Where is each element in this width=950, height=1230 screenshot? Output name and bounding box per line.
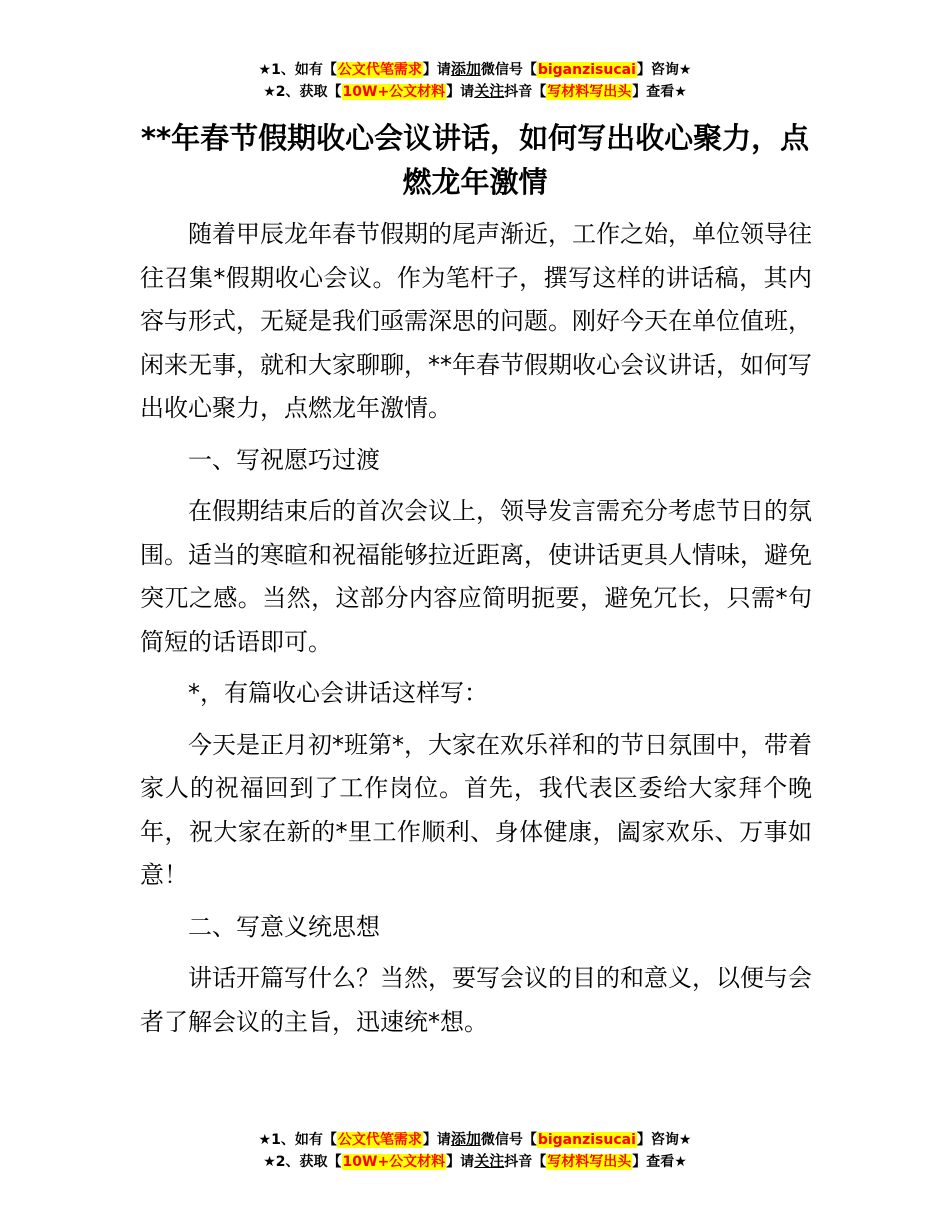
document-body <box>140 213 812 1052</box>
banner-text: 微信号【 <box>480 62 537 78</box>
banner-line-2 <box>0 1150 950 1172</box>
header-banner <box>0 58 950 102</box>
banner-text: 】查看★ <box>632 1154 687 1170</box>
banner-underlined: 关注 <box>474 82 505 100</box>
banner-text: 】咨询★ <box>636 62 692 78</box>
banner-highlight: 写材料写出头 <box>547 1154 632 1170</box>
banner-text: 】请 <box>446 84 475 100</box>
banner-text: 】请 <box>422 62 451 78</box>
banner-text: 】请 <box>446 1154 475 1170</box>
banner-text: 】查看★ <box>632 84 687 100</box>
paragraph: 随着甲辰龙年春节假期的尾声渐近，工作之始，单位领导往往召集*假期收心会议。作为笔杆子，撰写这样的讲话稿，其内容与形式，无疑是我们亟需深思的问题。刚好今天在单位值班，闲来无事，就和大家聊聊，**年春节假期收心会议讲话，如何写出收心聚力，点燃龙年激情。 <box>140 220 812 422</box>
banner-text: ★1、如有【 <box>258 1132 337 1148</box>
banner-text: 】咨询★ <box>636 1132 692 1148</box>
banner-text: ★2、获取【 <box>263 84 342 100</box>
banner-line-1 <box>0 58 950 80</box>
banner-highlight: 公文代笔需求 <box>337 62 422 78</box>
banner-underlined: 添加 <box>450 60 481 78</box>
section-heading: 二、写意义统思想 <box>188 912 380 941</box>
paragraph: 讲话开篇写什么？当然，要写会议的目的和意义，以便与会者了解会议的主旨，迅速统*想。 <box>140 964 812 1036</box>
paragraph: 今天是正月初*班第*，大家在欢乐祥和的节日氛围中，带着家人的祝福回到了工作岗位。首先，我代表区委给大家拜个晚年，祝大家在新的*里工作顺利、身体健康，阖家欢乐、万事如意！ <box>140 730 812 889</box>
banner-line-1 <box>0 1128 950 1150</box>
banner-text: 】请 <box>422 1132 451 1148</box>
banner-wechat-id: biganzisucai <box>537 1132 636 1148</box>
section-heading: 一、写祝愿巧过渡 <box>188 445 380 474</box>
banner-text: 抖音【 <box>504 84 547 100</box>
banner-wechat-id: biganzisucai <box>537 62 636 78</box>
banner-line-2 <box>0 80 950 102</box>
banner-text: ★2、获取【 <box>263 1154 342 1170</box>
banner-highlight: 写材料写出头 <box>547 84 632 100</box>
banner-text: 抖音【 <box>504 1154 547 1170</box>
banner-highlight: 10W+公文材料 <box>342 1154 446 1170</box>
banner-highlight: 10W+公文材料 <box>342 84 446 100</box>
document-title: **年春节假期收心会议讲话，如何写出收心聚力，点燃龙年激情 <box>140 121 810 199</box>
banner-highlight: 公文代笔需求 <box>337 1132 422 1148</box>
banner-text: 微信号【 <box>480 1132 537 1148</box>
footer-banner <box>0 1128 950 1172</box>
banner-text: ★1、如有【 <box>258 62 337 78</box>
paragraph: 在假期结束后的首次会议上，领导发言需充分考虑节日的氛围。适当的寒暄和祝福能够拉近距离，使讲话更具人情味，避免突兀之感。当然，这部分内容应简明扼要，避免冗长，只需*句简短的话语即可。 <box>140 497 812 656</box>
paragraph: *，有篇收心会讲话这样写： <box>188 679 488 707</box>
banner-underlined: 关注 <box>474 1152 505 1170</box>
banner-underlined: 添加 <box>450 1130 481 1148</box>
